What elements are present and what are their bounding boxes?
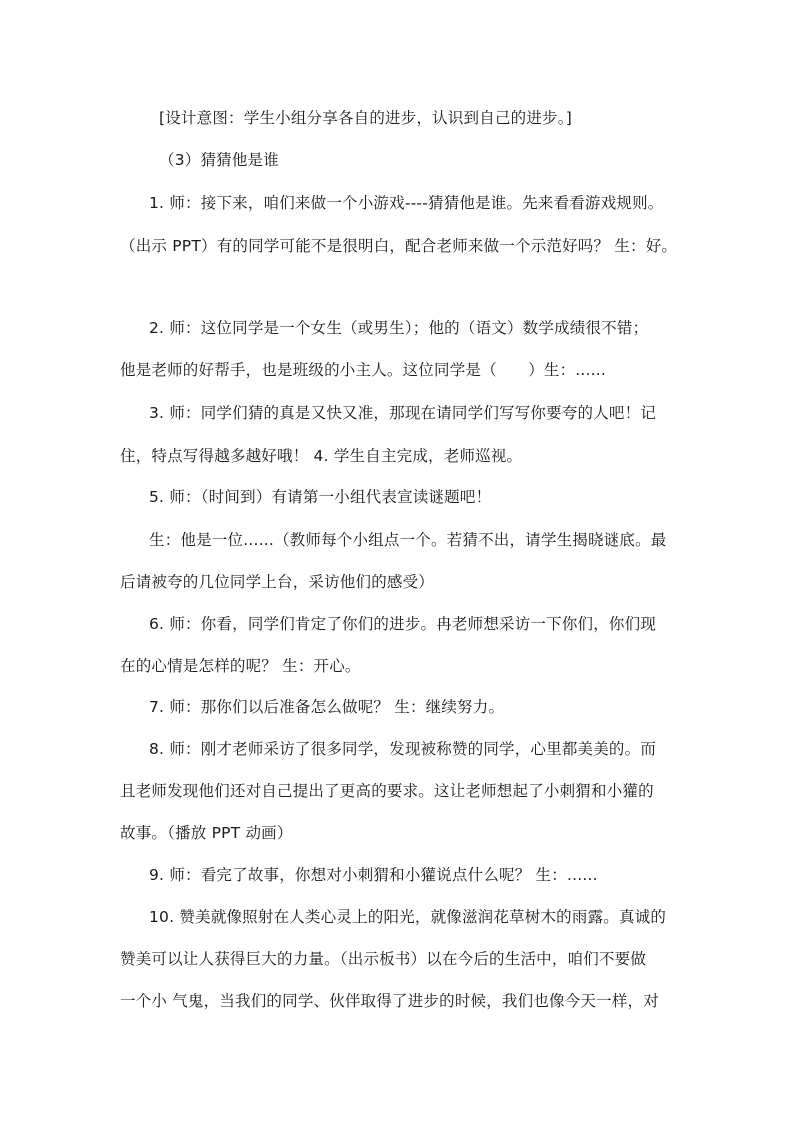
paragraph-line: 后请被夸的几位同学上台，采访他们的感受） bbox=[120, 573, 435, 591]
design-intent-note: [设计意图：学生小组分享各自的进步，认识到自己的进步。] bbox=[159, 109, 572, 127]
paragraph-line: 且老师发现他们还对自己提出了更高的要求。这让老师想起了小刺猬和小獾的 bbox=[120, 782, 654, 800]
paragraph-line: 9. 师：看完了故事，你想对小刺猬和小獾说点什么呢？ 生：...... bbox=[149, 866, 598, 884]
paragraph-line: 一个小 气鬼，当我们的同学、伙伴取得了进步的时候，我们也像今天一样，对 bbox=[120, 992, 659, 1010]
paragraph-line: 6. 师：你看，同学们肯定了你们的进步。冉老师想采访一下你们，你们现 bbox=[149, 615, 657, 633]
paragraph-line: 住，特点写得越多越好哦！ 4. 学生自主完成，老师巡视。 bbox=[120, 447, 523, 465]
paragraph-line: 7. 师：那你们以后准备怎么做呢？ 生：继续努力。 bbox=[149, 698, 505, 716]
section-heading: （3）猜猜他是谁 bbox=[159, 151, 279, 169]
paragraph-line: 他是老师的好帮手，也是班级的小主人。这位同学是（ ）生：...... bbox=[120, 361, 607, 379]
paragraph-line: 2. 师：这位同学是一个女生（或男生）；他的（语文）数学成绩很不错； bbox=[149, 319, 649, 337]
paragraph-line: 生：他是一位......（教师每个小组点一个。若猜不出，请学生揭晓谜底。最 bbox=[149, 531, 667, 549]
paragraph-line: 10. 赞美就像照射在人类心灵上的阳光，就像滋润花草树木的雨露。真诚的 bbox=[149, 908, 667, 926]
paragraph-line: 在的心情是怎样的呢？ 生：开心。 bbox=[120, 657, 361, 675]
paragraph-line: （出示 PPT）有的同学可能不是很明白，配合老师来做一个示范好吗？ 生：好。 bbox=[120, 237, 678, 255]
paragraph-line: 3. 师：同学们猜的真是又快又准，那现在请同学们写写你要夸的人吧！记 bbox=[149, 404, 657, 422]
paragraph-line: 故事。（播放 PPT 动画） bbox=[120, 824, 293, 842]
paragraph-line: 赞美可以让人获得巨大的力量。（出示板书）以在今后的生活中，咱们不要做 bbox=[120, 950, 647, 968]
paragraph-line: 5. 师：（时间到）有请第一小组代表宣读谜题吧！ bbox=[149, 488, 492, 506]
paragraph-line: 1. 师：接下来，咱们来做一个小游戏----猜猜他是谁。先来看看游戏规则。 bbox=[149, 194, 664, 212]
paragraph-line: 8. 师：刚才老师采访了很多同学，发现被称赞的同学，心里都美美的。而 bbox=[149, 740, 657, 758]
